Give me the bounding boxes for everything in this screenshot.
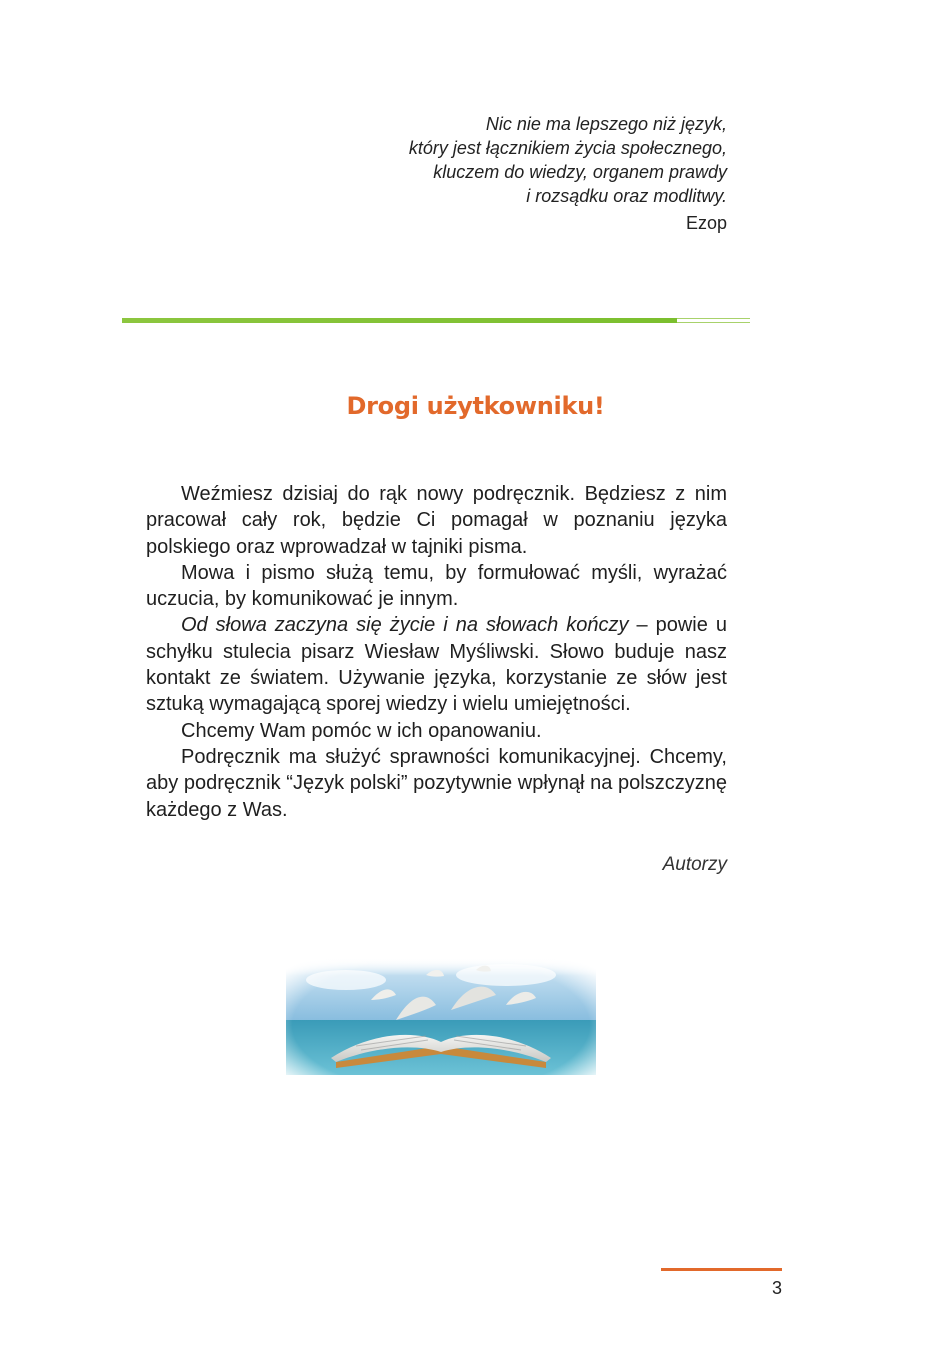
header-divider-thin-line xyxy=(677,318,750,319)
header-divider xyxy=(122,318,677,323)
page-number: 3 xyxy=(771,1278,782,1298)
signature: Autorzy xyxy=(662,854,727,875)
paragraph xyxy=(146,560,727,613)
footer-divider xyxy=(661,1268,782,1271)
epigraph-line: i rozsądku oraz modlitwy. xyxy=(526,186,727,206)
epigraph-quote xyxy=(300,112,727,208)
open-book-illustration xyxy=(276,950,606,1100)
body-text xyxy=(146,481,727,823)
paragraph: Podręcznik ma służyć sprawności komunikacyjnej. Chcemy, aby podręcznik “Język polski” pozytywnie wpłynął na polszczyznę każdego z Was. xyxy=(146,745,727,821)
paragraph-text: Mowa i pismo służą temu, by formułować myśli, wyrażać uczucia, by komunikować je innym. xyxy=(146,561,727,611)
open-book-icon xyxy=(276,950,606,1100)
paragraph: Chcemy Wam pomóc w ich opanowaniu. xyxy=(181,719,542,742)
header-divider-thin-line xyxy=(677,322,750,323)
quote-italic: Od słowa zaczyna się życie i na słowach kończy xyxy=(181,614,629,637)
epigraph-line: kluczem do wiedzy, organem prawdy xyxy=(433,162,727,182)
epigraph-line: Nic nie ma lepszego niż język, xyxy=(485,114,727,134)
paragraph: Weźmiesz dzisiaj do rąk nowy podręcznik. Będziesz z nim pracował cały rok, będzie Ci pomagał w poznaniu języka polskiego oraz wprowadzał w tajniki pisma. xyxy=(146,483,727,558)
paragraph xyxy=(146,612,727,717)
page-title: Drogi użytkowniku! xyxy=(346,392,605,420)
epigraph-line: który jest łącznikiem życia społecznego, xyxy=(408,138,727,158)
epigraph-author: Ezop xyxy=(685,213,727,233)
paragraph-text: – powie u schyłku stulecia pisarz Wiesław Myśliwski. Słowo buduje nasz kontakt ze światem. Używanie języka, korzystanie ze słów jest sztuką wymagającą sporej wiedzy i wielu umiejętności. xyxy=(146,614,727,716)
